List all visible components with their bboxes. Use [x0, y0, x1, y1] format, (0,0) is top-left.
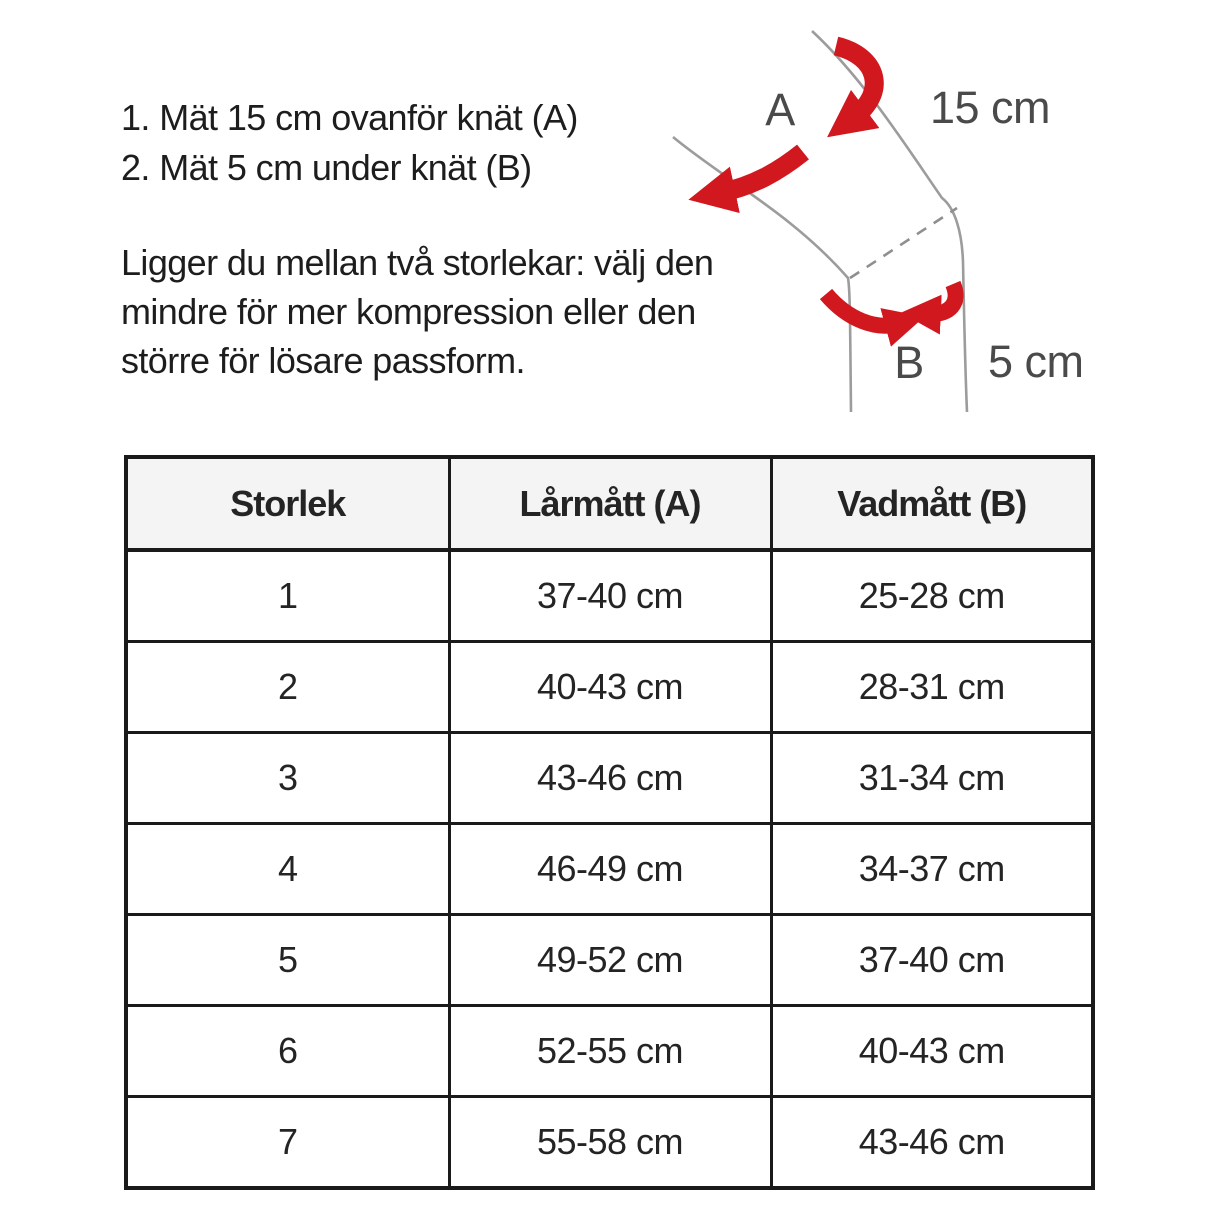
- thigh-measure-cell: 40-43 cm: [449, 642, 771, 733]
- size-cell: 2: [126, 642, 449, 733]
- thigh-measure-cell: 46-49 cm: [449, 824, 771, 915]
- knee-measure-diagram: [650, 0, 1120, 450]
- knee-crease-dashed-line: [850, 208, 957, 278]
- table-row: [126, 915, 1093, 1006]
- calf-measure-cell: 31-34 cm: [771, 733, 1093, 824]
- size-table: [124, 455, 1095, 1190]
- measure-step-2: 2. Mät 5 cm under knät (B): [121, 147, 532, 188]
- note-line-1: Ligger du mellan två storlekar: välj den: [121, 242, 714, 283]
- label-b: B: [894, 337, 924, 388]
- column-header-vadmatt: Vadmått (B): [771, 457, 1093, 550]
- thigh-measure-arrow-lower-icon: [720, 152, 803, 193]
- size-cell: 7: [126, 1097, 449, 1189]
- calf-measure-cell: 40-43 cm: [771, 1006, 1093, 1097]
- thigh-measure-arrow-upper-icon: [836, 46, 874, 118]
- calf-measure-cell: 37-40 cm: [771, 915, 1093, 1006]
- thigh-measure-cell: 49-52 cm: [449, 915, 771, 1006]
- between-sizes-note: [121, 238, 713, 385]
- calf-measure-cell: 28-31 cm: [771, 642, 1093, 733]
- measure-step-1: 1. Mät 15 cm ovanför knät (A): [121, 97, 578, 138]
- table-row: [126, 642, 1093, 733]
- label-a: A: [765, 84, 795, 135]
- size-table-header-row: [126, 457, 1093, 550]
- note-line-3: större för lösare passform.: [121, 340, 525, 381]
- thigh-measure-cell: 55-58 cm: [449, 1097, 771, 1189]
- thigh-measure-cell: 37-40 cm: [449, 550, 771, 642]
- table-row: [126, 550, 1093, 642]
- calf-measure-arrow-right-icon: [928, 284, 956, 314]
- size-cell: 5: [126, 915, 449, 1006]
- column-header-storlek: Storlek: [126, 457, 449, 550]
- table-row: [126, 1006, 1093, 1097]
- measure-b-value: 5 cm: [988, 336, 1084, 387]
- thigh-measure-cell: 43-46 cm: [449, 733, 771, 824]
- thigh-measure-cell: 52-55 cm: [449, 1006, 771, 1097]
- calf-measure-cell: 34-37 cm: [771, 824, 1093, 915]
- calf-measure-arrow-left-icon: [826, 294, 898, 326]
- calf-measure-cell: 43-46 cm: [771, 1097, 1093, 1189]
- measure-a-value: 15 cm: [930, 82, 1051, 133]
- note-line-2: mindre för mer kompression eller den: [121, 291, 696, 332]
- knee-diagram-svg: [650, 0, 1120, 450]
- measure-steps: [121, 93, 578, 193]
- column-header-larmatt: Lårmått (A): [449, 457, 771, 550]
- table-row: [126, 824, 1093, 915]
- size-cell: 3: [126, 733, 449, 824]
- size-cell: 4: [126, 824, 449, 915]
- calf-measure-cell: 25-28 cm: [771, 550, 1093, 642]
- table-row: [126, 733, 1093, 824]
- table-row: [126, 1097, 1093, 1189]
- size-cell: 1: [126, 550, 449, 642]
- size-cell: 6: [126, 1006, 449, 1097]
